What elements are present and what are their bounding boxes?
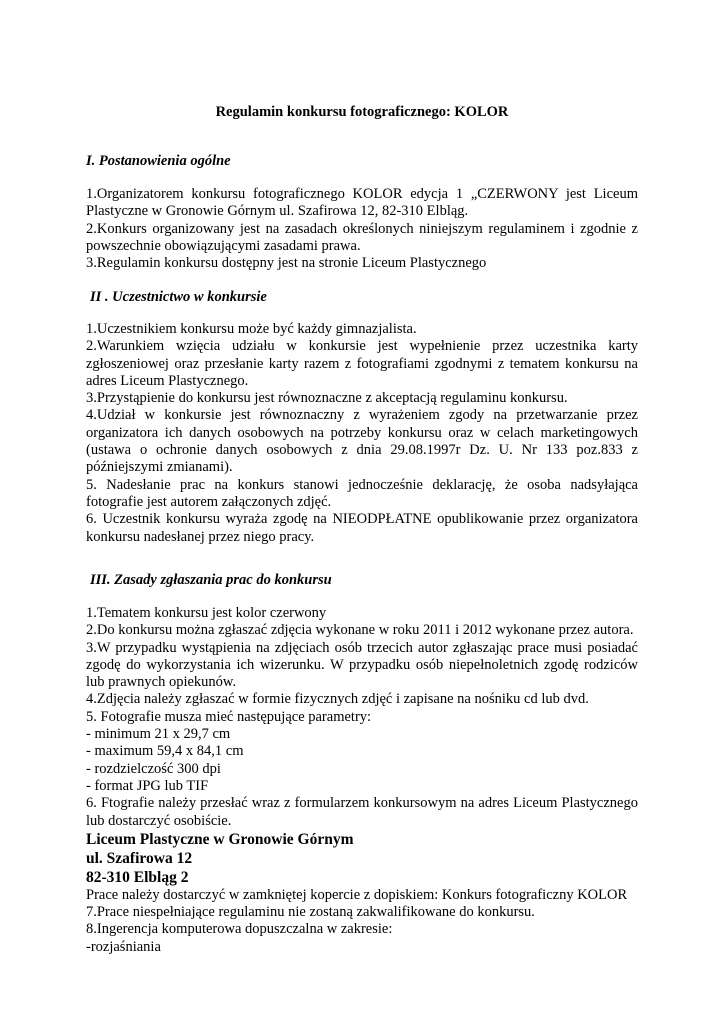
delivery-note: Prace należy dostarczyć w zamkniętej kopercie z dopiskiem: Konkurs fotograficzny KOLOR — [86, 886, 628, 903]
section-3-body — [86, 605, 638, 956]
address-line: 82-310 Elbląg 2 — [86, 868, 189, 886]
section-3-item: 6. Ftografie należy przesłać wraz z formularzem konkursowym na adres Liceum Plastycznego lub dostarczyć osobiście. — [86, 795, 638, 829]
section-2-item: 4.Udział w konkursie jest równoznaczny z wyrażeniem zgody na przetwarzanie przez organizatora ich danych osobowych na potrzeby konkursu oraz w celach marketingowych (ustawa o ochronie danych osobowych z dnia 29.08.1997r Dz. U. Nr 133 poz.833 z późniejszymi zmianami). — [86, 407, 638, 476]
section-1-body — [86, 186, 638, 272]
section-2-item: 5. Nadesłanie prac na konkurs stanowi jednocześnie deklarację, że osoba nadsyłająca fotografie jest autorem załączonych zdjęć. — [86, 476, 638, 510]
parameter-item: - maximum 59,4 x 84,1 cm — [86, 743, 244, 760]
section-3-item: 3.W przypadku wystąpienia na zdjęciach osób trzecich autor zgłaszając prace musi posiadać zgodę do wykorzystania ich wizerunku. W przypadku osób niepełnoletnich zgodę rodziców lub prawnych opiekunów. — [86, 639, 638, 691]
section-1-item: 1.Organizatorem konkursu fotograficznego KOLOR edycja 1 „CZERWONY jest Liceum Plastyczne w Gronowie Górnym ul. Szafirowa 12, 82-310 Elbląg. — [86, 186, 638, 220]
section-3-item: 5. Fotografie musza mieć następujące parametry: — [86, 708, 372, 725]
section-2-item: 6. Uczestnik konkursu wyraża zgodę na NIEODPŁATNE opublikowanie przez organizatora konkursu nadesłanej przez niego pracy. — [86, 511, 638, 545]
parameter-item: - format JPG lub TIF — [86, 777, 209, 794]
parameter-item: - minimum 21 x 29,7 cm — [86, 726, 231, 743]
section-3-item: 1.Tematem konkursu jest kolor czerwony — [86, 605, 327, 621]
section-2-heading: II . Uczestnictwo w konkursie — [90, 289, 267, 305]
page-title: Regulamin konkursu fotograficznego: KOLOR — [215, 104, 509, 120]
section-3-item: 4.Zdjęcia należy zgłaszać w formie fizycznych zdjęć i zapisane na nośniku cd lub dvd. — [86, 691, 589, 708]
section-3-item: 2.Do konkursu można zgłaszać zdjęcia wykonane w roku 2011 i 2012 wykonane przez autora. — [86, 622, 634, 639]
section-1-heading: I. Postanowienia ogólne — [86, 153, 231, 169]
parameter-item: - rozdzielczość 300 dpi — [86, 760, 221, 777]
section-2-body — [86, 321, 638, 546]
section-1-item: 2.Konkurs organizowany jest na zasadach określonych niniejszym regulaminem i zgodnie z powszechnie obowiązującymi zasadami prawa. — [86, 220, 638, 254]
section-2-item: 3.Przystąpienie do konkursu jest równoznaczne z akceptacją regulaminu konkursu. — [86, 390, 568, 407]
section-3-subitem: -rozjaśniania — [86, 938, 161, 955]
section-3-item: 8.Ingerencja komputerowa dopuszczalna w zakresie: — [86, 921, 393, 938]
address-line: ul. Szafirowa 12 — [86, 849, 193, 867]
address-line: Liceum Plastyczne w Gronowie Górnym — [86, 830, 354, 848]
section-1-item: 3.Regulamin konkursu dostępny jest na stronie Liceum Plastycznego — [86, 255, 487, 272]
section-3-item: 7.Prace niespełniające regulaminu nie zostaną zakwalifikowane do konkursu. — [86, 904, 535, 921]
section-2-item: 2.Warunkiem wzięcia udziału w konkursie jest wypełnienie przez uczestnika karty zgłoszeniowej oraz przesłanie karty razem z fotografiami zgodnymi z tematem konkursu na adres Liceum Plastycznego. — [86, 338, 638, 389]
section-2-item: 1.Uczestnikiem konkursu może być każdy gimnazjalista. — [86, 321, 417, 337]
section-3-heading: III. Zasady zgłaszania prac do konkursu — [90, 572, 332, 588]
